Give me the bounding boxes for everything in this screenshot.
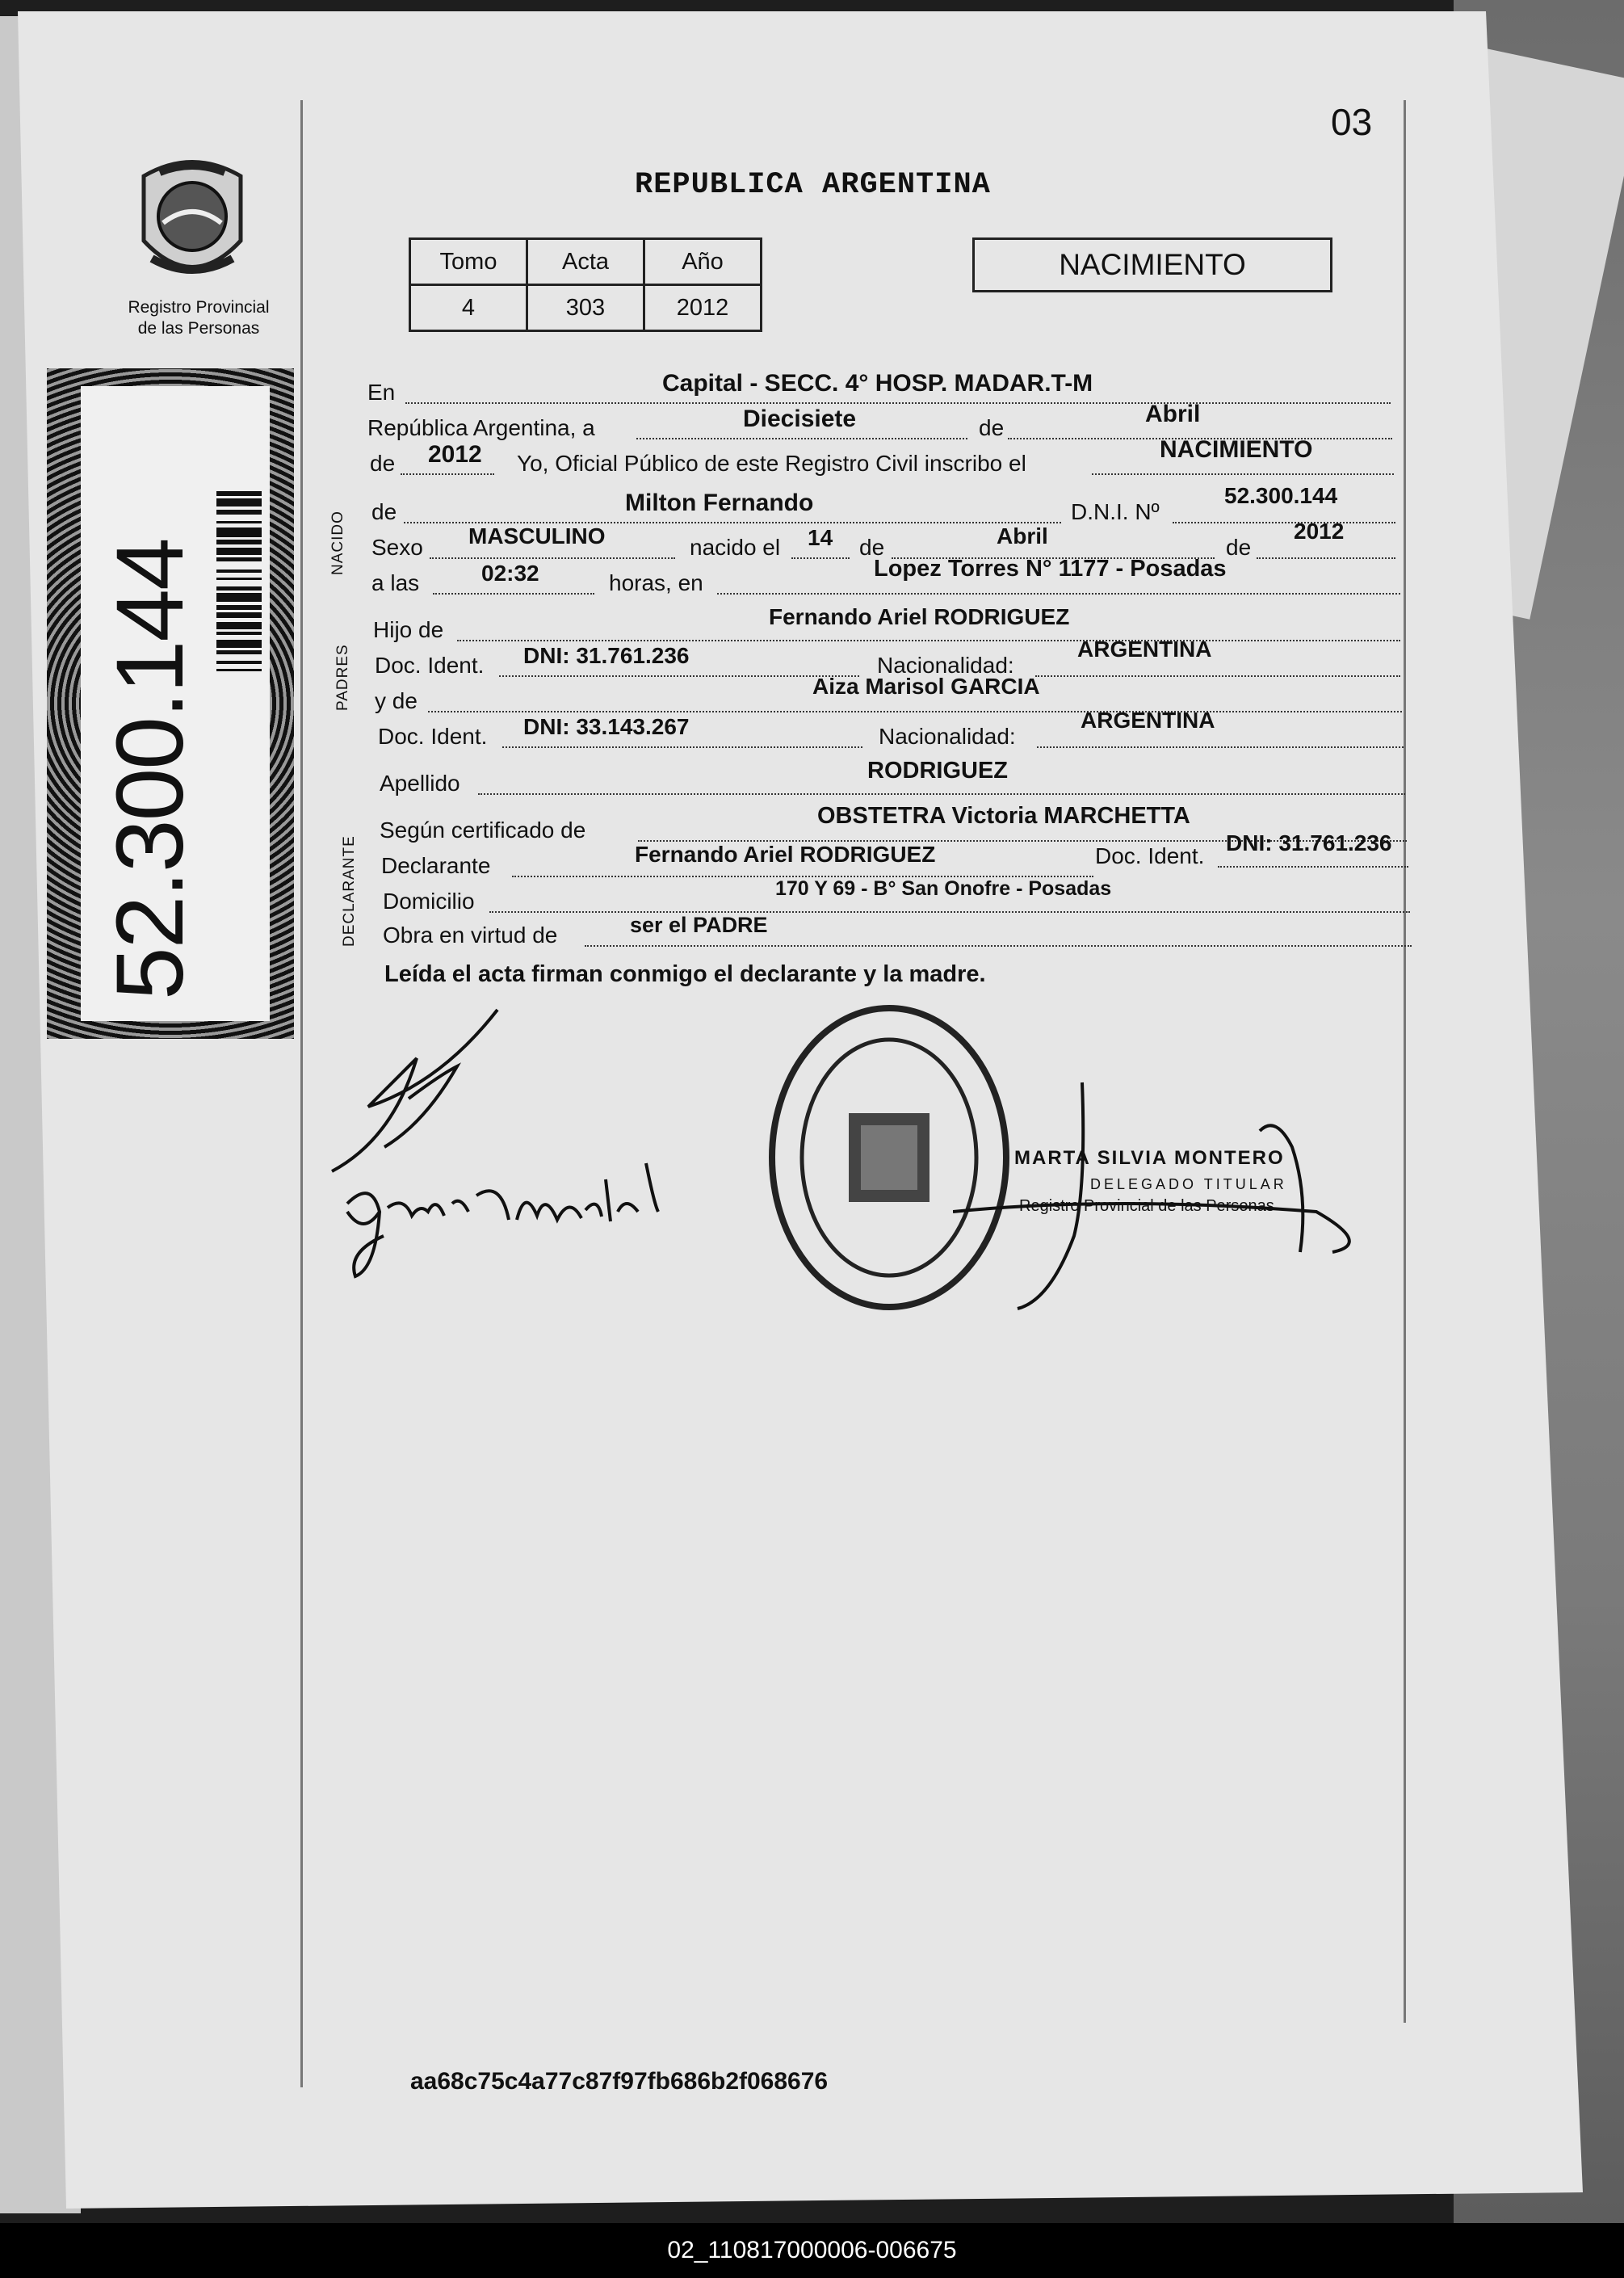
hijo-label: Hijo de: [373, 617, 444, 642]
document-title: REPUBLICA ARGENTINA: [635, 168, 991, 202]
doc-ident-label: Doc. Ident.: [378, 724, 488, 749]
barcode-bar: [216, 632, 262, 635]
nombre-label: de: [371, 499, 397, 524]
barcode-bar: [216, 586, 262, 591]
en-label: En: [367, 380, 396, 405]
barcode-bar: [216, 612, 262, 618]
barcode-bar: [216, 669, 262, 671]
dotted-line: [502, 746, 862, 748]
dotted-line: [1257, 557, 1395, 559]
registry-table: [409, 237, 762, 332]
oficial-text: Yo, Oficial Público de este Registro Civil inscribo el: [517, 451, 1026, 476]
footer-id: 02_110817000006-006675: [667, 2237, 957, 2263]
barcode-bar: [216, 661, 262, 664]
registry-logo-text: [110, 297, 287, 339]
province-seal-icon: [128, 152, 257, 297]
nacido-mes: Abril: [997, 523, 1048, 548]
padre-doc: DNI: 31.761.236: [523, 643, 690, 668]
mother-signature: [339, 1147, 695, 1292]
declarante-doc: DNI: 31.761.236: [1226, 830, 1392, 855]
anio-value: 2012: [428, 441, 482, 468]
barcode-bar: [216, 570, 262, 573]
barcode-bar: [216, 548, 262, 555]
segun-label: Según certificado de: [380, 817, 586, 843]
nacido-dia: 14: [808, 525, 833, 550]
closing-statement: Leída el acta firman conmigo el declarante y la madre.: [384, 961, 986, 987]
official-signature: [953, 1074, 1373, 1317]
anio-header: Año: [644, 239, 762, 285]
y-de-label: y de: [375, 688, 418, 713]
segun-value: OBSTETRA Victoria MARCHETTA: [817, 803, 1190, 829]
apellido-label: Apellido: [380, 771, 460, 796]
obra-label: Obra en virtud de: [383, 923, 558, 948]
footer-bar: [0, 2223, 1624, 2278]
anio-value: 2012: [644, 285, 762, 331]
dotted-line: [636, 438, 967, 439]
barcode-bar: [216, 498, 262, 506]
nacido-anio: 2012: [1294, 519, 1345, 544]
padre-value: Fernando Ariel RODRIGUEZ: [769, 604, 1070, 629]
alas-label: a las: [371, 570, 420, 595]
barcode-bar: [216, 650, 262, 654]
tomo-value: 4: [410, 285, 527, 331]
doc-ident-label: Doc. Ident.: [375, 653, 485, 678]
nacionalidad-label: Nacionalidad:: [879, 724, 1016, 749]
margin-line: [300, 100, 303, 2087]
de-label: de: [1226, 535, 1252, 560]
de-label: de: [370, 451, 396, 476]
declarante-label: Declarante: [381, 853, 491, 878]
dotted-line: [405, 402, 1391, 404]
horas-label: horas, en: [609, 570, 703, 595]
barcode-bar: [216, 640, 262, 648]
side-label-declarante: DECLARANTE: [341, 835, 358, 947]
barcode-bar: [216, 622, 262, 629]
side-label-nacido: NACIDO: [329, 511, 346, 575]
domicilio-label: Domicilio: [383, 889, 475, 914]
barcode-bar: [216, 521, 262, 523]
obra-value: ser el PADRE: [630, 913, 768, 937]
dotted-line: [1092, 473, 1394, 475]
madre-value: Aiza Marisol GARCIA: [812, 674, 1040, 699]
de-label: de: [979, 415, 1005, 440]
official-office: Registro Provincial de las Personas: [1019, 1197, 1274, 1215]
official-role: DELEGADO TITULAR: [1090, 1176, 1287, 1192]
sexo-value: MASCULINO: [468, 523, 606, 548]
barcode: [216, 491, 262, 863]
barcode-bar: [216, 578, 262, 580]
apellido-value: RODRIGUEZ: [867, 758, 1008, 784]
sexo-label: Sexo: [371, 535, 423, 560]
madre-nacionalidad: ARGENTINA: [1081, 708, 1215, 733]
barcode-bar: [216, 527, 262, 537]
tomo-header: Tomo: [410, 239, 527, 285]
nacido-label: nacido el: [690, 535, 781, 560]
acta-value: 303: [527, 285, 644, 331]
dni-label-number: 52.300.144: [97, 539, 204, 1000]
republica-label: República Argentina, a: [367, 415, 595, 440]
dni-label: D.N.I. Nº: [1071, 499, 1160, 524]
dotted-line: [1173, 522, 1395, 523]
declarante-value: Fernando Ariel RODRIGUEZ: [635, 842, 936, 867]
dotted-line: [499, 675, 859, 677]
dni-label: [81, 386, 270, 1021]
nombre-value: Milton Fernando: [625, 490, 814, 516]
logo-line-2: de las Personas: [137, 319, 260, 338]
mes-value: Abril: [1145, 401, 1201, 427]
madre-doc: DNI: 33.143.267: [523, 714, 690, 739]
dotted-line: [1218, 866, 1408, 868]
act-type-box: NACIMIENTO: [972, 237, 1332, 292]
dotted-line: [1037, 746, 1404, 748]
dotted-line: [791, 557, 850, 559]
acta-header: Acta: [527, 239, 644, 285]
dotted-line: [489, 911, 1410, 913]
barcode-bar: [216, 557, 262, 561]
logo-line-1: Registro Provincial: [128, 298, 270, 317]
dia-value: Diecisiete: [743, 406, 857, 432]
barcode-bar: [216, 510, 262, 515]
dotted-line: [430, 557, 675, 559]
de-label: de: [859, 535, 885, 560]
dotted-line: [1035, 675, 1400, 677]
dotted-line: [428, 711, 1402, 712]
barcode-bar: [216, 593, 262, 602]
padre-nacionalidad: ARGENTINA: [1077, 637, 1212, 662]
domicilio-value: 170 Y 69 - B° San Onofre - Posadas: [775, 877, 1112, 900]
official-name: MARTA SILVIA MONTERO: [1014, 1147, 1285, 1169]
dotted-line: [457, 640, 1400, 641]
dotted-line: [433, 593, 594, 595]
inscribo-value: NACIMIENTO: [1160, 436, 1313, 463]
dotted-line: [401, 473, 494, 475]
doc-ident-label: Doc. Ident.: [1095, 843, 1205, 868]
dotted-line: [478, 793, 1405, 795]
lugar-value: Lopez Torres N° 1177 - Posadas: [874, 556, 1227, 582]
dni-label-strip: [47, 368, 294, 1039]
page-number: 03: [1331, 101, 1373, 143]
barcode-bar: [216, 605, 262, 610]
document-hash: aa68c75c4a77c87f97fb686b2f068676: [410, 2068, 829, 2095]
barcode-bar: [216, 540, 262, 544]
dni-value: 52.300.144: [1224, 483, 1338, 508]
side-label-padres: PADRES: [334, 644, 351, 711]
dotted-line: [717, 593, 1400, 595]
nacionalidad-label: Nacionalidad:: [877, 653, 1014, 678]
hora-value: 02:32: [481, 561, 539, 586]
en-value: Capital - SECC. 4° HOSP. MADAR.T-M: [662, 370, 1093, 397]
margin-line-right: [1404, 100, 1406, 2023]
barcode-bar: [216, 491, 262, 496]
dotted-line: [585, 945, 1412, 947]
